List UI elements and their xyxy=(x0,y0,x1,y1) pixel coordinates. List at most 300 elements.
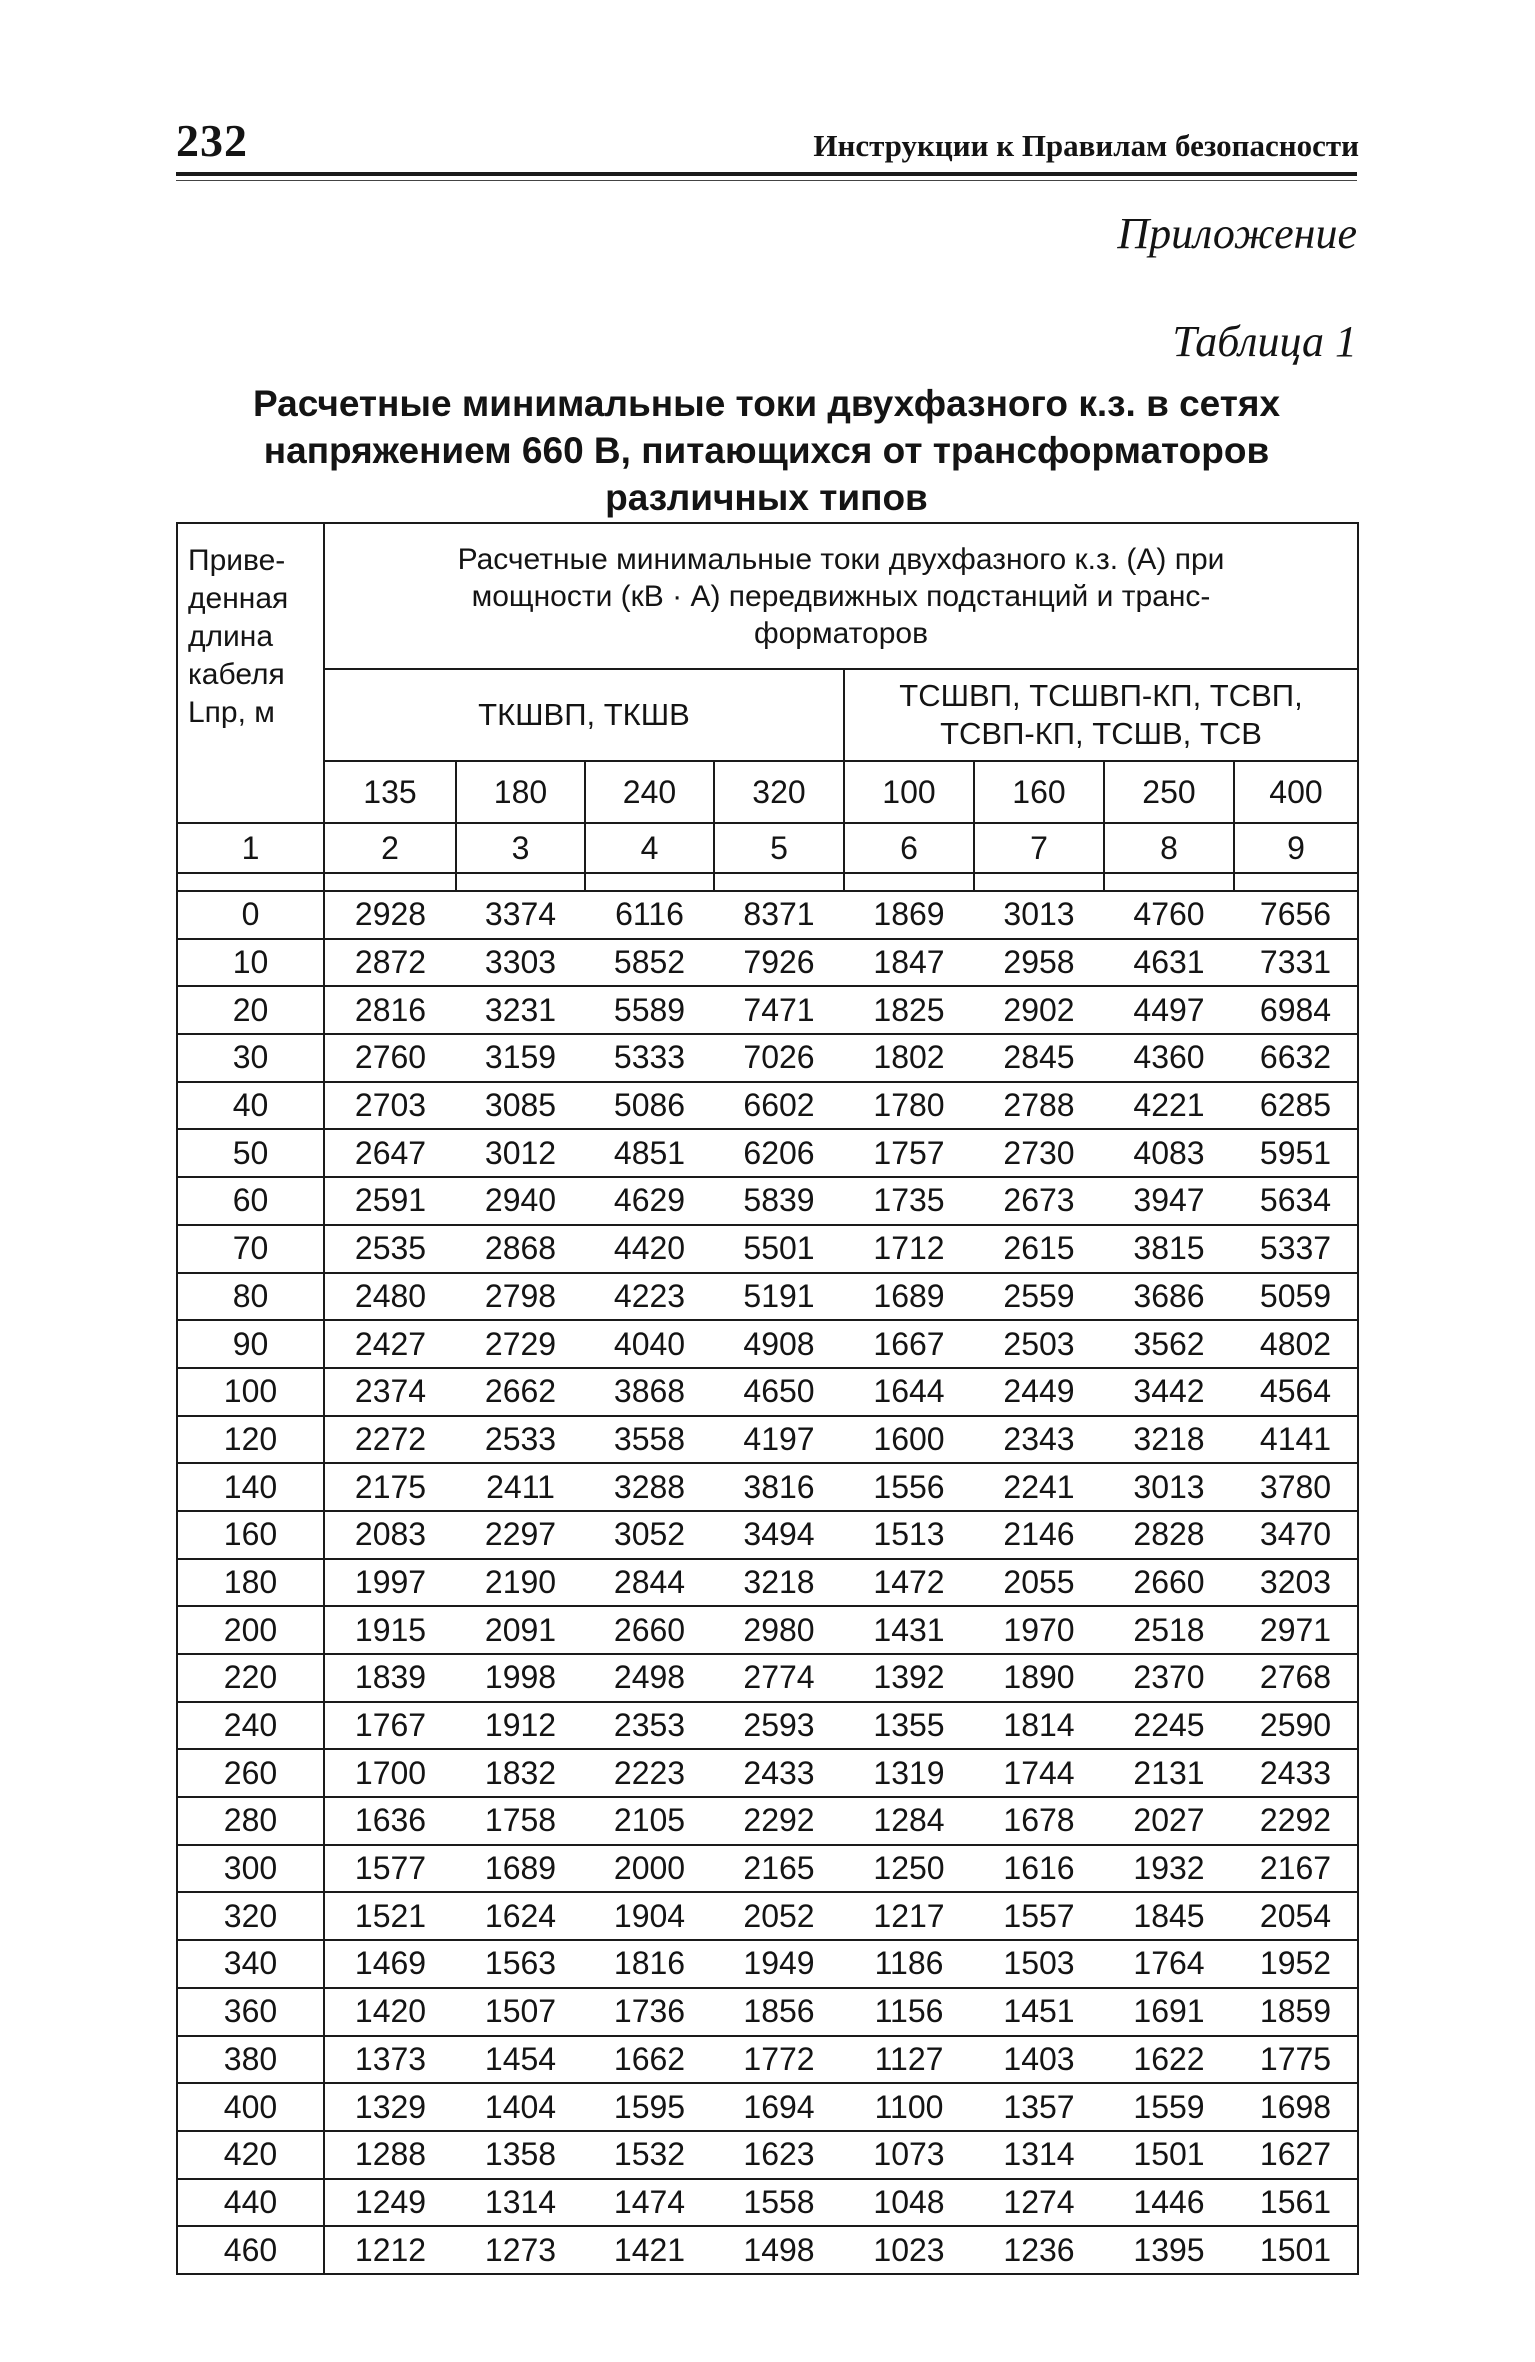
cable-length-cell: 90 xyxy=(177,1320,324,1368)
current-value-cell: 2370 xyxy=(1104,1654,1234,1702)
current-value-cell: 2980 xyxy=(714,1606,844,1654)
running-title: Инструкции к Правилам безопасности xyxy=(813,128,1359,163)
current-value-cell: 5852 xyxy=(585,939,714,987)
current-value-cell: 1501 xyxy=(1104,2131,1234,2179)
cable-length-cell: 440 xyxy=(177,2179,324,2227)
current-value-cell: 1217 xyxy=(844,1892,974,1940)
current-value-cell: 1764 xyxy=(1104,1940,1234,1988)
current-value-cell: 2729 xyxy=(456,1320,585,1368)
current-value-cell: 6632 xyxy=(1234,1034,1358,1082)
current-value-cell: 3816 xyxy=(714,1463,844,1511)
current-value-cell: 1373 xyxy=(324,2036,456,2084)
caption-line-1: Расчетные минимальные токи двухфазного к.з. в сетях xyxy=(252,383,1281,424)
current-value-cell: 1446 xyxy=(1104,2179,1234,2227)
column-number: 3 xyxy=(456,823,585,873)
power-rating-header: 240 xyxy=(585,761,714,823)
column-number: 7 xyxy=(974,823,1104,873)
cable-length-cell: 180 xyxy=(177,1559,324,1607)
table-row xyxy=(177,1416,1358,1464)
current-value-cell: 1667 xyxy=(844,1320,974,1368)
cable-length-cell: 60 xyxy=(177,1177,324,1225)
column-number: 4 xyxy=(585,823,714,873)
appendix-label: Приложение xyxy=(1117,209,1357,258)
table-row xyxy=(177,2083,1358,2131)
current-value-cell: 3218 xyxy=(1104,1416,1234,1464)
current-value-cell: 1998 xyxy=(456,1654,585,1702)
caption-line-2: напряжением 660 В, питающихся от трансформаторов xyxy=(263,430,1270,471)
current-value-cell: 1832 xyxy=(456,1749,585,1797)
current-value-cell: 2673 xyxy=(974,1177,1104,1225)
cable-length-cell: 120 xyxy=(177,1416,324,1464)
caption-line-3: различных типов xyxy=(605,477,928,518)
current-value-cell: 1501 xyxy=(1234,2226,1358,2274)
current-value-cell: 1532 xyxy=(585,2131,714,2179)
current-value-cell: 1561 xyxy=(1234,2179,1358,2227)
cable-length-cell: 10 xyxy=(177,939,324,987)
current-value-cell: 1329 xyxy=(324,2083,456,2131)
current-value-cell: 5086 xyxy=(585,1082,714,1130)
current-value-cell: 4631 xyxy=(1104,939,1234,987)
power-rating-header: 160 xyxy=(974,761,1104,823)
current-value-cell: 1949 xyxy=(714,1940,844,1988)
current-value-cell: 1997 xyxy=(324,1559,456,1607)
current-value-cell: 3159 xyxy=(456,1034,585,1082)
current-value-cell: 6984 xyxy=(1234,986,1358,1034)
current-value-cell: 1698 xyxy=(1234,2083,1358,2131)
current-value-cell: 1775 xyxy=(1234,2036,1358,2084)
current-value-cell: 1845 xyxy=(1104,1892,1234,1940)
spacer-cell xyxy=(324,873,456,891)
current-value-cell: 2083 xyxy=(324,1511,456,1559)
current-value-cell: 1273 xyxy=(456,2226,585,2274)
current-value-cell: 4083 xyxy=(1104,1129,1234,1177)
current-value-cell: 1314 xyxy=(974,2131,1104,2179)
current-value-cell: 2000 xyxy=(585,1845,714,1893)
current-value-cell: 2647 xyxy=(324,1129,456,1177)
current-value-cell: 3303 xyxy=(456,939,585,987)
current-value-cell: 2272 xyxy=(324,1416,456,1464)
cable-length-cell: 420 xyxy=(177,2131,324,2179)
current-value-cell: 1691 xyxy=(1104,1988,1234,2036)
current-value-cell: 1915 xyxy=(324,1606,456,1654)
current-value-cell: 1559 xyxy=(1104,2083,1234,2131)
power-rating-header: 100 xyxy=(844,761,974,823)
current-value-cell: 2241 xyxy=(974,1463,1104,1511)
power-rating-header: 400 xyxy=(1234,761,1358,823)
current-value-cell: 4040 xyxy=(585,1320,714,1368)
current-value-cell: 8371 xyxy=(714,891,844,939)
current-value-cell: 2902 xyxy=(974,986,1104,1034)
current-value-cell: 2223 xyxy=(585,1749,714,1797)
current-value-cell: 1890 xyxy=(974,1654,1104,1702)
table-row xyxy=(177,1845,1358,1893)
current-value-cell: 1100 xyxy=(844,2083,974,2131)
current-value-cell: 2535 xyxy=(324,1225,456,1273)
current-value-cell: 4908 xyxy=(714,1320,844,1368)
current-value-cell: 1600 xyxy=(844,1416,974,1464)
current-value-cell: 3442 xyxy=(1104,1368,1234,1416)
current-value-cell: 1521 xyxy=(324,1892,456,1940)
current-value-cell: 2165 xyxy=(714,1845,844,1893)
current-value-cell: 4223 xyxy=(585,1273,714,1321)
current-value-cell: 1577 xyxy=(324,1845,456,1893)
current-value-cell: 1689 xyxy=(456,1845,585,1893)
page-number: 232 xyxy=(176,115,248,166)
current-value-cell: 2292 xyxy=(1234,1797,1358,1845)
current-value-cell: 1622 xyxy=(1104,2036,1234,2084)
cable-length-cell: 50 xyxy=(177,1129,324,1177)
current-value-cell: 2245 xyxy=(1104,1702,1234,1750)
spacer-cell xyxy=(974,873,1104,891)
current-value-cell: 2816 xyxy=(324,986,456,1034)
current-value-cell: 2091 xyxy=(456,1606,585,1654)
current-value-cell: 1274 xyxy=(974,2179,1104,2227)
cable-length-cell: 70 xyxy=(177,1225,324,1273)
current-value-cell: 7656 xyxy=(1234,891,1358,939)
current-value-cell: 1048 xyxy=(844,2179,974,2227)
current-value-cell: 4221 xyxy=(1104,1082,1234,1130)
current-value-cell: 1912 xyxy=(456,1702,585,1750)
cable-length-header xyxy=(177,523,324,823)
table-row xyxy=(177,986,1358,1034)
current-value-cell: 2027 xyxy=(1104,1797,1234,1845)
table-row xyxy=(177,1892,1358,1940)
current-value-cell: 1904 xyxy=(585,1892,714,1940)
current-value-cell: 4802 xyxy=(1234,1320,1358,1368)
current-value-cell: 1421 xyxy=(585,2226,714,2274)
current-value-cell: 3288 xyxy=(585,1463,714,1511)
current-value-cell: 4141 xyxy=(1234,1416,1358,1464)
currents-header-line: мощности (кВ · А) передвижных подстанций и транс- xyxy=(471,579,1211,613)
cable-length-cell: 240 xyxy=(177,1702,324,1750)
table-row xyxy=(177,1940,1358,1988)
table-row xyxy=(177,2226,1358,2274)
current-value-cell: 2131 xyxy=(1104,1749,1234,1797)
column-number: 6 xyxy=(844,823,974,873)
cable-length-cell: 400 xyxy=(177,2083,324,2131)
current-value-cell: 2427 xyxy=(324,1320,456,1368)
current-value-cell: 1073 xyxy=(844,2131,974,2179)
current-value-cell: 1816 xyxy=(585,1940,714,1988)
current-value-cell: 1288 xyxy=(324,2131,456,2179)
current-value-cell: 2593 xyxy=(714,1702,844,1750)
current-value-cell: 1767 xyxy=(324,1702,456,1750)
current-value-cell: 1127 xyxy=(844,2036,974,2084)
table-row xyxy=(177,1702,1358,1750)
table-caption xyxy=(176,380,1357,521)
current-value-cell: 3815 xyxy=(1104,1225,1234,1273)
current-value-cell: 4420 xyxy=(585,1225,714,1273)
header-rule-thin xyxy=(176,180,1357,181)
power-rating-header: 135 xyxy=(324,761,456,823)
table-row xyxy=(177,1749,1358,1797)
current-value-cell: 2146 xyxy=(974,1511,1104,1559)
current-value-cell: 1392 xyxy=(844,1654,974,1702)
power-rating-header: 180 xyxy=(456,761,585,823)
spacer-cell xyxy=(844,873,974,891)
current-value-cell: 1431 xyxy=(844,1606,974,1654)
current-value-cell: 2615 xyxy=(974,1225,1104,1273)
current-value-cell: 2190 xyxy=(456,1559,585,1607)
current-value-cell: 2590 xyxy=(1234,1702,1358,1750)
current-value-cell: 1624 xyxy=(456,1892,585,1940)
table-row xyxy=(177,1511,1358,1559)
current-value-cell: 7331 xyxy=(1234,939,1358,987)
spacer-cell xyxy=(456,873,585,891)
current-value-cell: 2703 xyxy=(324,1082,456,1130)
current-value-cell: 2591 xyxy=(324,1177,456,1225)
current-value-cell: 1856 xyxy=(714,1988,844,2036)
current-value-cell: 1736 xyxy=(585,1988,714,2036)
currents-header-line: форматоров xyxy=(753,616,929,650)
cable-length-cell: 280 xyxy=(177,1797,324,1845)
table-row xyxy=(177,939,1358,987)
current-value-cell: 1735 xyxy=(844,1177,974,1225)
current-value-cell: 6602 xyxy=(714,1082,844,1130)
current-value-cell: 3052 xyxy=(585,1511,714,1559)
current-value-cell: 2054 xyxy=(1234,1892,1358,1940)
table-row xyxy=(177,891,1358,939)
current-value-cell: 4497 xyxy=(1104,986,1234,1034)
table-row xyxy=(177,1082,1358,1130)
current-value-cell: 1474 xyxy=(585,2179,714,2227)
spacer-cell xyxy=(585,873,714,891)
current-value-cell: 1250 xyxy=(844,1845,974,1893)
table-row xyxy=(177,2179,1358,2227)
table-row xyxy=(177,2036,1358,2084)
current-value-cell: 5951 xyxy=(1234,1129,1358,1177)
current-value-cell: 1319 xyxy=(844,1749,974,1797)
current-value-cell: 5333 xyxy=(585,1034,714,1082)
current-value-cell: 3558 xyxy=(585,1416,714,1464)
column-number: 2 xyxy=(324,823,456,873)
current-value-cell: 1357 xyxy=(974,2083,1104,2131)
current-value-cell: 1952 xyxy=(1234,1940,1358,1988)
table-row xyxy=(177,1177,1358,1225)
current-value-cell: 1847 xyxy=(844,939,974,987)
current-value-cell: 1503 xyxy=(974,1940,1104,1988)
current-value-cell: 4197 xyxy=(714,1416,844,1464)
cable-length-cell: 140 xyxy=(177,1463,324,1511)
spacer-cell xyxy=(714,873,844,891)
current-value-cell: 1772 xyxy=(714,2036,844,2084)
table-row xyxy=(177,1225,1358,1273)
current-value-cell: 2660 xyxy=(585,1606,714,1654)
current-value-cell: 1757 xyxy=(844,1129,974,1177)
current-value-cell: 1557 xyxy=(974,1892,1104,1940)
current-value-cell: 3218 xyxy=(714,1559,844,1607)
current-value-cell: 1780 xyxy=(844,1082,974,1130)
current-value-cell: 2958 xyxy=(974,939,1104,987)
current-value-cell: 5589 xyxy=(585,986,714,1034)
current-value-cell: 5337 xyxy=(1234,1225,1358,1273)
current-value-cell: 1507 xyxy=(456,1988,585,2036)
current-value-cell: 1513 xyxy=(844,1511,974,1559)
current-value-cell: 2055 xyxy=(974,1559,1104,1607)
current-value-cell: 1859 xyxy=(1234,1988,1358,2036)
current-value-cell: 2828 xyxy=(1104,1511,1234,1559)
current-value-cell: 2559 xyxy=(974,1273,1104,1321)
current-value-cell: 2175 xyxy=(324,1463,456,1511)
column-number: 5 xyxy=(714,823,844,873)
current-value-cell: 1744 xyxy=(974,1749,1104,1797)
current-value-cell: 3868 xyxy=(585,1368,714,1416)
cable-length-cell: 220 xyxy=(177,1654,324,1702)
current-value-cell: 1156 xyxy=(844,1988,974,2036)
cable-length-header-line: денная xyxy=(188,582,289,615)
current-value-cell: 2768 xyxy=(1234,1654,1358,1702)
table-row xyxy=(177,1606,1358,1654)
current-value-cell: 2297 xyxy=(456,1511,585,1559)
currents-table xyxy=(176,522,1359,2275)
current-value-cell: 1814 xyxy=(974,1702,1104,1750)
current-value-cell: 2353 xyxy=(585,1702,714,1750)
current-value-cell: 3494 xyxy=(714,1511,844,1559)
current-value-cell: 1358 xyxy=(456,2131,585,2179)
current-value-cell: 1616 xyxy=(974,1845,1104,1893)
current-value-cell: 2928 xyxy=(324,891,456,939)
current-value-cell: 1404 xyxy=(456,2083,585,2131)
current-value-cell: 4629 xyxy=(585,1177,714,1225)
column-number: 1 xyxy=(177,823,324,873)
current-value-cell: 3470 xyxy=(1234,1511,1358,1559)
current-value-cell: 1212 xyxy=(324,2226,456,2274)
current-value-cell: 2449 xyxy=(974,1368,1104,1416)
current-value-cell: 2433 xyxy=(1234,1749,1358,1797)
current-value-cell: 2662 xyxy=(456,1368,585,1416)
current-value-cell: 3203 xyxy=(1234,1559,1358,1607)
current-value-cell: 1644 xyxy=(844,1368,974,1416)
current-value-cell: 5501 xyxy=(714,1225,844,1273)
current-value-cell: 7471 xyxy=(714,986,844,1034)
current-value-cell: 3562 xyxy=(1104,1320,1234,1368)
currents-header-line: Расчетные минимальные токи двухфазного к.з. (А) при xyxy=(457,542,1225,576)
spacer-cell xyxy=(177,873,324,891)
current-value-cell: 2167 xyxy=(1234,1845,1358,1893)
current-value-cell: 1700 xyxy=(324,1749,456,1797)
current-value-cell: 6116 xyxy=(585,891,714,939)
current-value-cell: 1469 xyxy=(324,1940,456,1988)
table-row xyxy=(177,1368,1358,1416)
current-value-cell: 2760 xyxy=(324,1034,456,1082)
current-value-cell: 4360 xyxy=(1104,1034,1234,1082)
current-value-cell: 1932 xyxy=(1104,1845,1234,1893)
power-rating-header: 320 xyxy=(714,761,844,823)
current-value-cell: 2503 xyxy=(974,1320,1104,1368)
current-value-cell: 1403 xyxy=(974,2036,1104,2084)
current-value-cell: 1869 xyxy=(844,891,974,939)
current-value-cell: 1186 xyxy=(844,1940,974,1988)
table-row xyxy=(177,1654,1358,1702)
current-value-cell: 3374 xyxy=(456,891,585,939)
current-value-cell: 1558 xyxy=(714,2179,844,2227)
current-value-cell: 1451 xyxy=(974,1988,1104,2036)
current-value-cell: 1662 xyxy=(585,2036,714,2084)
current-value-cell: 1825 xyxy=(844,986,974,1034)
current-value-cell: 5059 xyxy=(1234,1273,1358,1321)
cable-length-cell: 200 xyxy=(177,1606,324,1654)
current-value-cell: 2411 xyxy=(456,1463,585,1511)
power-rating-header: 250 xyxy=(1104,761,1234,823)
table-row xyxy=(177,1273,1358,1321)
current-value-cell: 1454 xyxy=(456,2036,585,2084)
current-value-cell: 1420 xyxy=(324,1988,456,2036)
current-value-cell: 1249 xyxy=(324,2179,456,2227)
current-value-cell: 1839 xyxy=(324,1654,456,1702)
current-value-cell: 3013 xyxy=(1104,1463,1234,1511)
current-value-cell: 6206 xyxy=(714,1129,844,1177)
current-value-cell: 2845 xyxy=(974,1034,1104,1082)
current-value-cell: 3085 xyxy=(456,1082,585,1130)
cable-length-cell: 320 xyxy=(177,1892,324,1940)
current-value-cell: 2868 xyxy=(456,1225,585,1273)
current-value-cell: 2533 xyxy=(456,1416,585,1464)
current-value-cell: 5839 xyxy=(714,1177,844,1225)
current-value-cell: 2774 xyxy=(714,1654,844,1702)
current-value-cell: 2660 xyxy=(1104,1559,1234,1607)
table-number: Таблица 1 xyxy=(1172,317,1357,366)
cable-length-header-line: длина xyxy=(188,620,274,653)
cable-length-cell: 160 xyxy=(177,1511,324,1559)
current-value-cell: 5191 xyxy=(714,1273,844,1321)
cable-length-cell: 20 xyxy=(177,986,324,1034)
cable-length-cell: 30 xyxy=(177,1034,324,1082)
current-value-cell: 3780 xyxy=(1234,1463,1358,1511)
current-value-cell: 1395 xyxy=(1104,2226,1234,2274)
current-value-cell: 2844 xyxy=(585,1559,714,1607)
current-value-cell: 1595 xyxy=(585,2083,714,2131)
cable-length-cell: 300 xyxy=(177,1845,324,1893)
current-value-cell: 4851 xyxy=(585,1129,714,1177)
current-value-cell: 1314 xyxy=(456,2179,585,2227)
current-value-cell: 2292 xyxy=(714,1797,844,1845)
current-value-cell: 4760 xyxy=(1104,891,1234,939)
current-value-cell: 3013 xyxy=(974,891,1104,939)
current-value-cell: 1712 xyxy=(844,1225,974,1273)
current-value-cell: 2433 xyxy=(714,1749,844,1797)
table-row xyxy=(177,1559,1358,1607)
cable-length-cell: 80 xyxy=(177,1273,324,1321)
header-rule-thick xyxy=(176,172,1357,176)
cable-length-cell: 40 xyxy=(177,1082,324,1130)
current-value-cell: 3231 xyxy=(456,986,585,1034)
cable-length-cell: 360 xyxy=(177,1988,324,2036)
current-value-cell: 6285 xyxy=(1234,1082,1358,1130)
current-value-cell: 2105 xyxy=(585,1797,714,1845)
cable-length-cell: 380 xyxy=(177,2036,324,2084)
table-row xyxy=(177,2131,1358,2179)
current-value-cell: 2788 xyxy=(974,1082,1104,1130)
current-value-cell: 1355 xyxy=(844,1702,974,1750)
table-row xyxy=(177,1034,1358,1082)
spacer-cell xyxy=(1234,873,1358,891)
group-tsshvp-header xyxy=(844,669,1358,761)
column-number: 8 xyxy=(1104,823,1234,873)
current-value-cell: 2343 xyxy=(974,1416,1104,1464)
current-value-cell: 1236 xyxy=(974,2226,1104,2274)
table-row xyxy=(177,1797,1358,1845)
current-value-cell: 2872 xyxy=(324,939,456,987)
current-value-cell: 2971 xyxy=(1234,1606,1358,1654)
table-row xyxy=(177,1988,1358,2036)
column-number: 9 xyxy=(1234,823,1358,873)
current-value-cell: 1627 xyxy=(1234,2131,1358,2179)
current-value-cell: 3686 xyxy=(1104,1273,1234,1321)
current-value-cell: 1284 xyxy=(844,1797,974,1845)
current-value-cell: 1802 xyxy=(844,1034,974,1082)
current-value-cell: 1970 xyxy=(974,1606,1104,1654)
current-value-cell: 2498 xyxy=(585,1654,714,1702)
